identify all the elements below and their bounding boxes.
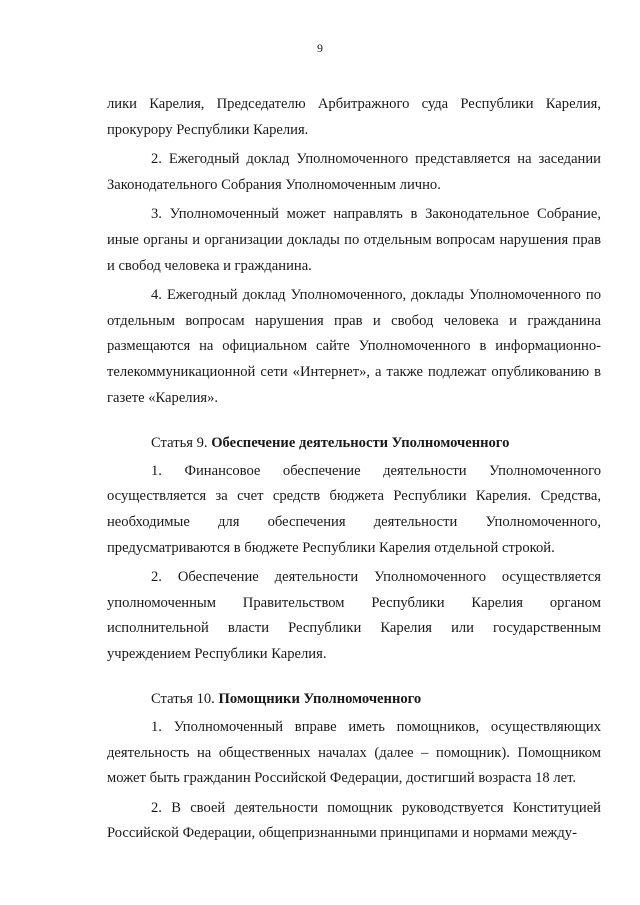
paragraph-8-4: 4. Ежегодный доклад Уполномоченного, доклады Уполномоченного по отдельным вопросам нарушения прав и свобод человека и гражданина размещаются на официальном сайте Уполномоченного в информационно-телекоммуникационной сети «Интернет», а также подлежат опубликованию в газете «Карелия». [107, 287, 601, 406]
article-9-heading [107, 431, 601, 457]
article-9-title: Обеспечение деятельности Уполномоченного [211, 435, 510, 452]
article-9-prefix: Статья 9. [151, 435, 208, 452]
paragraph-10-1: 1. Уполномоченный вправе иметь помощников, осуществляющих деятельность на общественных началах (далее – помощник). Помощником может быть гражданин Российской Федерации, достигший возраста 18 лет. [107, 719, 601, 787]
article-10-heading [107, 687, 601, 713]
paragraph-9-1: 1. Финансовое обеспечение деятельности Уполномоченного осуществляется за счет средств бюджета Республики Карелия. Средства, необходимые для обеспечения деятельности Уполномоченного, предусматриваются в бюджете Республики Карелия отдельной строкой. [107, 462, 601, 556]
article-10-prefix: Статья 10. [151, 691, 215, 708]
paragraph-9-2: 2. Обеспечение деятельности Уполномоченного осуществляется уполномоченным Правительством Республики Карелия органом исполнительной власти Республики Карелия или государственным учреждением Республики Карелия. [107, 569, 601, 662]
article-10-title: Помощники Уполномоченного [218, 691, 422, 708]
page-number: 9 [317, 41, 323, 55]
paragraph-continuation: лики Карелия, Председателю Арбитражного суда Республики Карелия, прокурору Республики Карелия. [107, 96, 601, 138]
paragraph-8-3: 3. Уполномоченный может направлять в Законодательное Собрание, иные органы и организации доклады по отдельным вопросам нарушения прав и свобод человека и гражданина. [107, 206, 601, 274]
document-body [107, 92, 601, 847]
paragraph-10-2: 2. В своей деятельности помощник руководствуется Конституцией Российской Федерации, общепризнанными принципами и нормами между- [107, 799, 601, 842]
paragraph-8-2: 2. Ежегодный доклад Уполномоченного представляется на заседании Законодательного Собрания Уполномоченным лично. [107, 151, 601, 193]
